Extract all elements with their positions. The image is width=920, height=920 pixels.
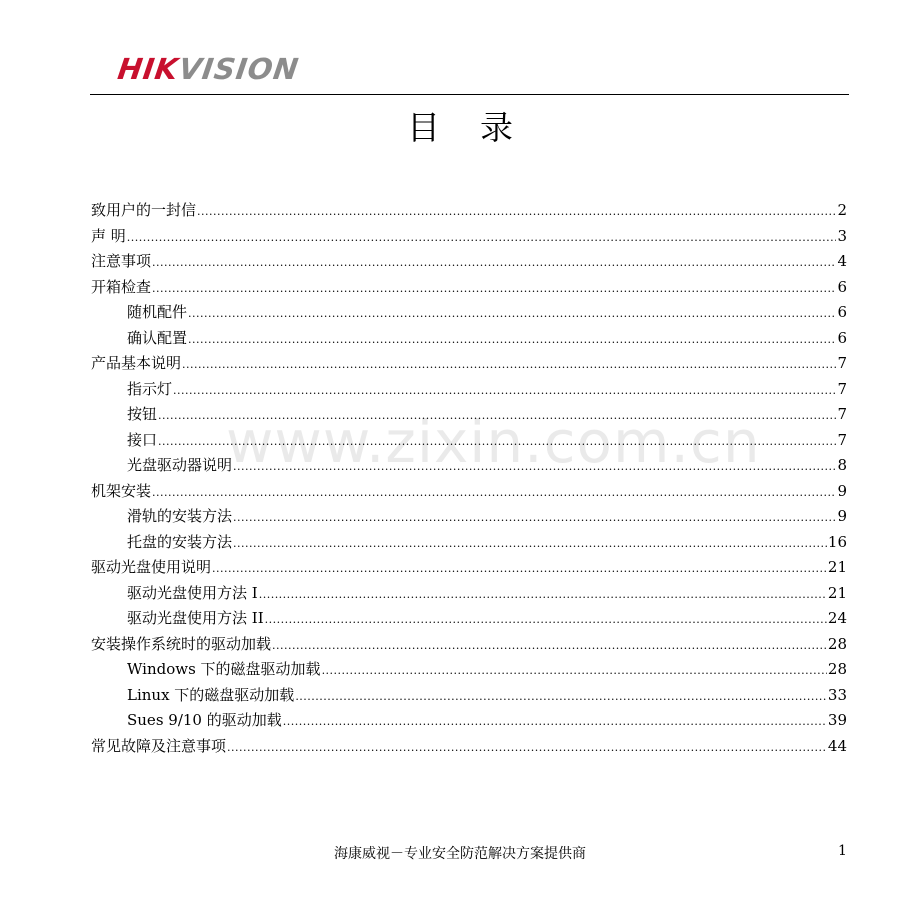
toc-entry-label: 常见故障及注意事项	[91, 736, 227, 755]
toc-entry-page: 21	[827, 558, 847, 576]
toc-entry-page: 33	[827, 685, 847, 704]
toc-entry[interactable]	[91, 632, 847, 658]
toc-entry[interactable]	[91, 326, 847, 352]
toc-leader-dots	[127, 225, 837, 251]
toc-leader-dots	[233, 531, 827, 557]
toc-entry[interactable]	[91, 249, 847, 275]
toc-entry-page: 8	[837, 456, 847, 474]
toc-entry-label: 产品基本说明	[91, 354, 182, 372]
toc-entry-label: 驱动光盘使用方法 I	[127, 583, 258, 602]
toc-leader-dots	[197, 199, 836, 225]
toc-entry-label: 指示灯	[127, 379, 173, 398]
toc-entry-page: 44	[827, 736, 847, 755]
toc-entry-page: 39	[827, 711, 847, 729]
toc-entry[interactable]	[91, 453, 847, 479]
toc-entry-label: 接口	[127, 430, 158, 449]
toc-entry-label: Linux 下的磁盘驱动加载	[127, 685, 295, 704]
toc-entry-page: 6	[837, 328, 847, 347]
toc-leader-dots	[158, 403, 836, 429]
toc-entry[interactable]	[91, 555, 847, 581]
toc-entry[interactable]	[91, 504, 847, 530]
table-of-contents	[91, 198, 847, 759]
toc-entry[interactable]	[91, 402, 847, 428]
toc-entry[interactable]	[91, 377, 847, 403]
toc-entry[interactable]	[91, 428, 847, 454]
toc-entry-label: 滑轨的安装方法	[127, 507, 233, 525]
toc-entry[interactable]	[91, 224, 847, 250]
toc-leader-dots	[188, 301, 836, 327]
toc-entry-label: 按钮	[127, 405, 158, 423]
toc-entry-page: 16	[827, 532, 847, 551]
toc-entry-page: 7	[837, 379, 847, 398]
toc-leader-dots	[265, 607, 827, 633]
toc-entry[interactable]	[91, 734, 847, 760]
toc-leader-dots	[259, 582, 827, 608]
toc-leader-dots	[173, 378, 836, 404]
toc-entry-page: 3	[837, 226, 847, 245]
toc-entry[interactable]	[91, 275, 847, 301]
toc-entry-label: 确认配置	[127, 328, 188, 347]
toc-entry[interactable]	[91, 606, 847, 632]
toc-entry-page: 2	[837, 201, 847, 219]
toc-leader-dots	[233, 505, 836, 531]
toc-entry-page: 9	[837, 507, 847, 525]
toc-leader-dots	[152, 250, 836, 276]
toc-entry-page: 7	[837, 354, 847, 372]
toc-entry-page: 6	[837, 303, 847, 321]
page-title: 目录	[407, 108, 553, 147]
toc-entry-label: 托盘的安装方法	[127, 532, 233, 551]
toc-leader-dots	[152, 480, 836, 506]
toc-entry-page: 7	[837, 405, 847, 423]
toc-leader-dots	[188, 327, 836, 353]
toc-entry[interactable]	[91, 657, 847, 683]
toc-entry-label: 致用户的一封信	[91, 201, 197, 219]
toc-leader-dots	[158, 429, 836, 455]
toc-entry-label: 注意事项	[91, 252, 152, 270]
toc-entry-page: 7	[837, 430, 847, 449]
toc-entry[interactable]	[91, 300, 847, 326]
toc-entry-page: 6	[837, 277, 847, 296]
toc-entry-page: 28	[827, 660, 847, 678]
toc-leader-dots	[182, 352, 836, 378]
footer-page-number: 1	[838, 843, 847, 859]
logo-part-hik: HIK	[115, 52, 181, 86]
toc-entry[interactable]	[91, 683, 847, 709]
toc-leader-dots	[233, 454, 836, 480]
toc-leader-dots	[322, 658, 827, 684]
toc-entry-page: 24	[827, 609, 847, 627]
toc-leader-dots	[272, 633, 827, 659]
toc-entry[interactable]	[91, 351, 847, 377]
toc-entry[interactable]	[91, 581, 847, 607]
toc-entry-label: 驱动光盘使用说明	[91, 558, 212, 576]
toc-entry-page: 4	[837, 252, 847, 270]
logo-part-vision: VISION	[176, 52, 301, 86]
hikvision-logo	[115, 52, 301, 86]
toc-entry-page: 21	[827, 583, 847, 602]
toc-entry-page: 9	[837, 481, 847, 500]
toc-entry-label: Windows 下的磁盘驱动加载	[127, 660, 321, 678]
toc-entry-page: 28	[827, 634, 847, 653]
toc-entry-label: Sues 9/10 的驱动加载	[127, 711, 282, 729]
toc-entry-label: 驱动光盘使用方法 II	[127, 609, 264, 627]
toc-leader-dots	[152, 276, 836, 302]
toc-leader-dots	[295, 684, 827, 710]
toc-entry-label: 随机配件	[127, 303, 188, 321]
toc-entry-label: 安装操作系统时的驱动加载	[91, 634, 272, 653]
toc-entry[interactable]	[91, 479, 847, 505]
toc-entry[interactable]	[91, 198, 847, 224]
toc-entry-label: 机架安装	[91, 481, 152, 500]
toc-entry[interactable]	[91, 530, 847, 556]
toc-leader-dots	[212, 556, 827, 582]
watermark: www.zixin.com.cn	[226, 408, 761, 476]
toc-entry-label: 光盘驱动器说明	[127, 456, 233, 474]
toc-entry[interactable]	[91, 708, 847, 734]
toc-leader-dots	[227, 735, 827, 761]
toc-leader-dots	[283, 709, 827, 735]
header-rule	[90, 94, 849, 95]
toc-entry-label: 声 明	[91, 226, 126, 245]
toc-entry-label: 开箱检查	[91, 277, 152, 296]
footer-slogan: 海康威视－专业安全防范解决方案提供商	[334, 846, 586, 862]
